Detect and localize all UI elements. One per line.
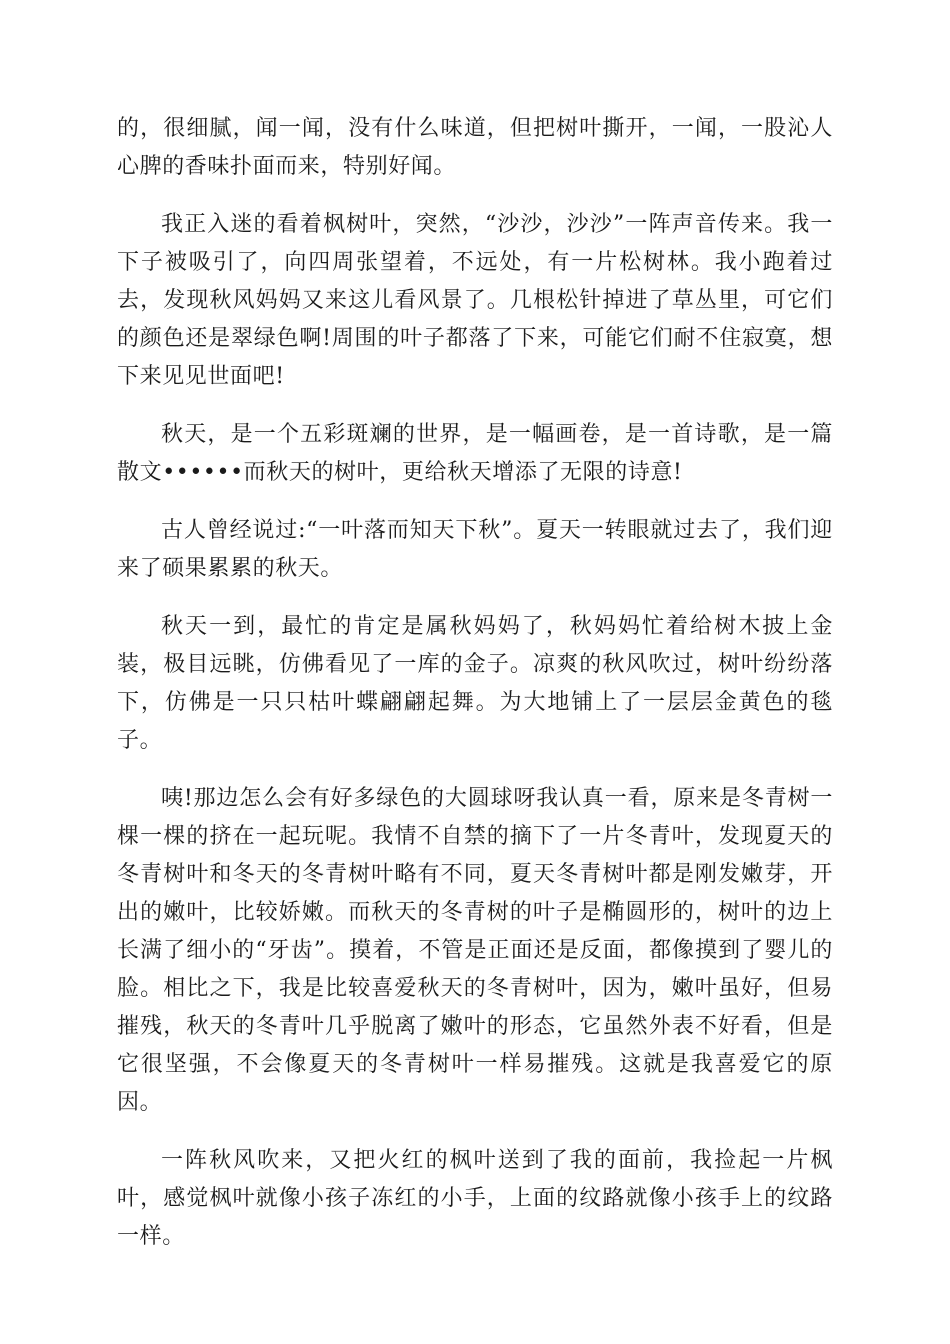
- paragraph-6: 咦!那边怎么会有好多绿色的大圆球呀我认真一看，原来是冬青树一棵一棵的挤在一起玩呢。我情不自禁的摘下了一片冬青叶，发现夏天的冬青树叶和冬天的冬青树叶略有不同，夏天冬青树叶都是刚发嫩芽，开出的嫩叶，比较娇嫩。而秋天的冬青树的叶子是椭圆形的，树叶的边上长满了细小的“牙齿”。摸着，不管是正面还是反面，都像摸到了婴儿的脸。相比之下，我是比较喜爱秋天的冬青树叶，因为，嫩叶虽好，但易摧残，秋天的冬青叶几乎脱离了嫩叶的形态，它虽然外表不好看，但是它很坚强，不会像夏天的冬青树叶一样易摧残。这就是我喜爱它的原因。: [117, 786, 833, 1115]
- document-body: [117, 110, 833, 1276]
- paragraph-2: 我正入迷的看着枫树叶，突然，“沙沙，沙沙”一阵声音传来。我一下子被吸引了，向四周张望着，不远处，有一片松树林。我小跑着过去，发现秋风妈妈又来这儿看风景了。几根松针掉进了草丛里，可它们的颜色还是翠绿色啊!周围的叶子都落了下来，可能它们耐不住寂寞，想下来见见世面吧!: [117, 212, 833, 389]
- paragraph-1: 的，很细腻，闻一闻，没有什么味道，但把树叶撕开，一闻，一股沁人心脾的香味扑面而来，特别好闻。: [117, 116, 833, 179]
- paragraph-7: 一阵秋风吹来，又把火红的枫叶送到了我的面前，我捡起一片枫叶，感觉枫叶就像小孩子冻红的小手，上面的纹路就像小孩手上的纹路一样。: [117, 1148, 833, 1249]
- paragraph-4: 古人曾经说过:“一叶落而知天下秋”。夏天一转眼就过去了，我们迎来了硕果累累的秋天。: [117, 518, 833, 581]
- paragraph-3: 秋天，是一个五彩斑斓的世界，是一幅画卷，是一首诗歌，是一篇散文••••••而秋天的树叶，更给秋天增添了无限的诗意!: [117, 422, 833, 485]
- paragraph-5: 秋天一到，最忙的肯定是属秋妈妈了，秋妈妈忙着给树木披上金装，极目远眺，仿佛看见了一库的金子。凉爽的秋风吹过，树叶纷纷落下，仿佛是一只只枯叶蝶翩翩起舞。为大地铺上了一层层金黄色的毯子。: [117, 614, 833, 753]
